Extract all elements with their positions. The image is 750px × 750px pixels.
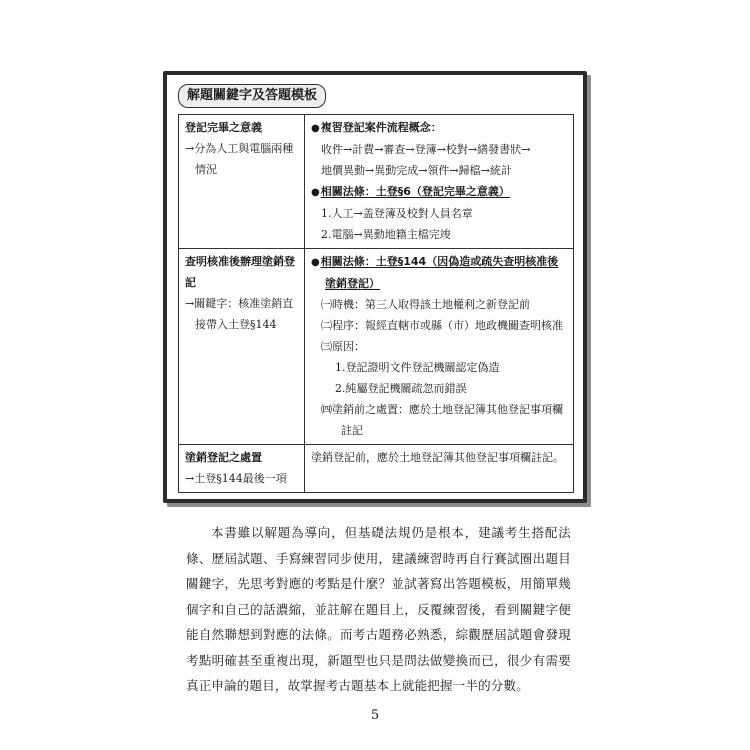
template-item: ㈡程序：報經直轄市或縣（市）地政機關查明核准 bbox=[321, 319, 563, 332]
row-keyword-line: 接帶入土登§144 bbox=[195, 318, 277, 331]
row-keyword-cell bbox=[179, 115, 305, 249]
row-keyword-cell bbox=[179, 445, 305, 493]
row-heading: 塗銷登記之處置 bbox=[185, 451, 262, 464]
template-text: 塗銷登記前，應於土地登記簿其他登記事項欄註記。 bbox=[311, 451, 564, 464]
page-number: 5 bbox=[370, 708, 380, 723]
template-subitem: 1.登記證明文件登記機關認定偽造 bbox=[335, 361, 500, 374]
bullet-icon: ● bbox=[311, 187, 320, 198]
table-row bbox=[179, 115, 574, 249]
row-keyword-line: →土登§144最後一項 bbox=[185, 472, 287, 485]
row-keyword-line: →關鍵字：核准塗銷直 bbox=[185, 297, 294, 310]
bullet-icon: ● bbox=[311, 257, 320, 268]
template-subitem: 2.純屬登記機關疏忽而錯誤 bbox=[335, 382, 467, 395]
keyword-table bbox=[178, 114, 574, 493]
box-title: 解題關鍵字及答題模板 bbox=[178, 84, 326, 108]
bullet-icon: ● bbox=[311, 123, 320, 134]
row-keyword-line: →分為人工與電腦兩種 bbox=[185, 142, 294, 155]
template-item: ㈠時機：第三人取得該土地權利之新登記前 bbox=[321, 298, 530, 311]
row-keyword-line: 情況 bbox=[195, 163, 217, 176]
template-item: ㈢原因： bbox=[321, 340, 365, 353]
row-keyword-cell bbox=[179, 249, 305, 445]
template-item: 2.電腦→異動地籍主檔完竣 bbox=[321, 228, 451, 241]
template-item: ㈣塗銷前之處置：應於土地登記簿其他登記事項欄註記 bbox=[321, 403, 563, 437]
row-heading: 登記完畢之意義 bbox=[185, 121, 262, 134]
flow-line: 收件→計費→審查→登簿→校對→繕發書狀→ bbox=[321, 143, 531, 156]
answer-template-box bbox=[163, 71, 587, 503]
template-heading: ●相關法條：土登§6（登記完畢之意義） bbox=[311, 185, 510, 198]
row-heading: 查明核准後辦理塗銷登記 bbox=[185, 255, 295, 289]
row-template-cell bbox=[305, 115, 574, 249]
row-template-cell bbox=[305, 249, 574, 445]
flow-line: 地價異動→異動完成→領件→歸檔→統計 bbox=[321, 164, 512, 177]
template-item: 1.人工→盖登簿及校對人員名章 bbox=[321, 207, 473, 220]
template-heading: ●相關法條：土登§144（因偽造或疏失查明核准後塗銷登記） bbox=[311, 255, 559, 290]
row-template-cell bbox=[305, 445, 574, 493]
template-heading: ●複習登記案件流程概念： bbox=[311, 121, 442, 134]
table-row bbox=[179, 445, 574, 493]
body-paragraph: 本書雖以解題為導向，但基礎法規仍是根本，建議考生搭配法條、歷屆試題、手寫練習同步使用，建議練習時再自行賽試圈出題目關鍵字，先思考對應的考點是什麼？並試著寫出答題模板，用簡單幾個字和自己的話濃縮，並註解在題目上，反覆練習後，看到關鍵字便能自然聯想到對應的法條。而考古題務必熟悉，綜觀歷屆試題會發現考點明確甚至重複出現，新題型也只是問法做變換而已，很少有需要真正申論的題目，故掌握考古題基本上就能把握一半的分數。 bbox=[186, 525, 571, 693]
table-row bbox=[179, 249, 574, 445]
